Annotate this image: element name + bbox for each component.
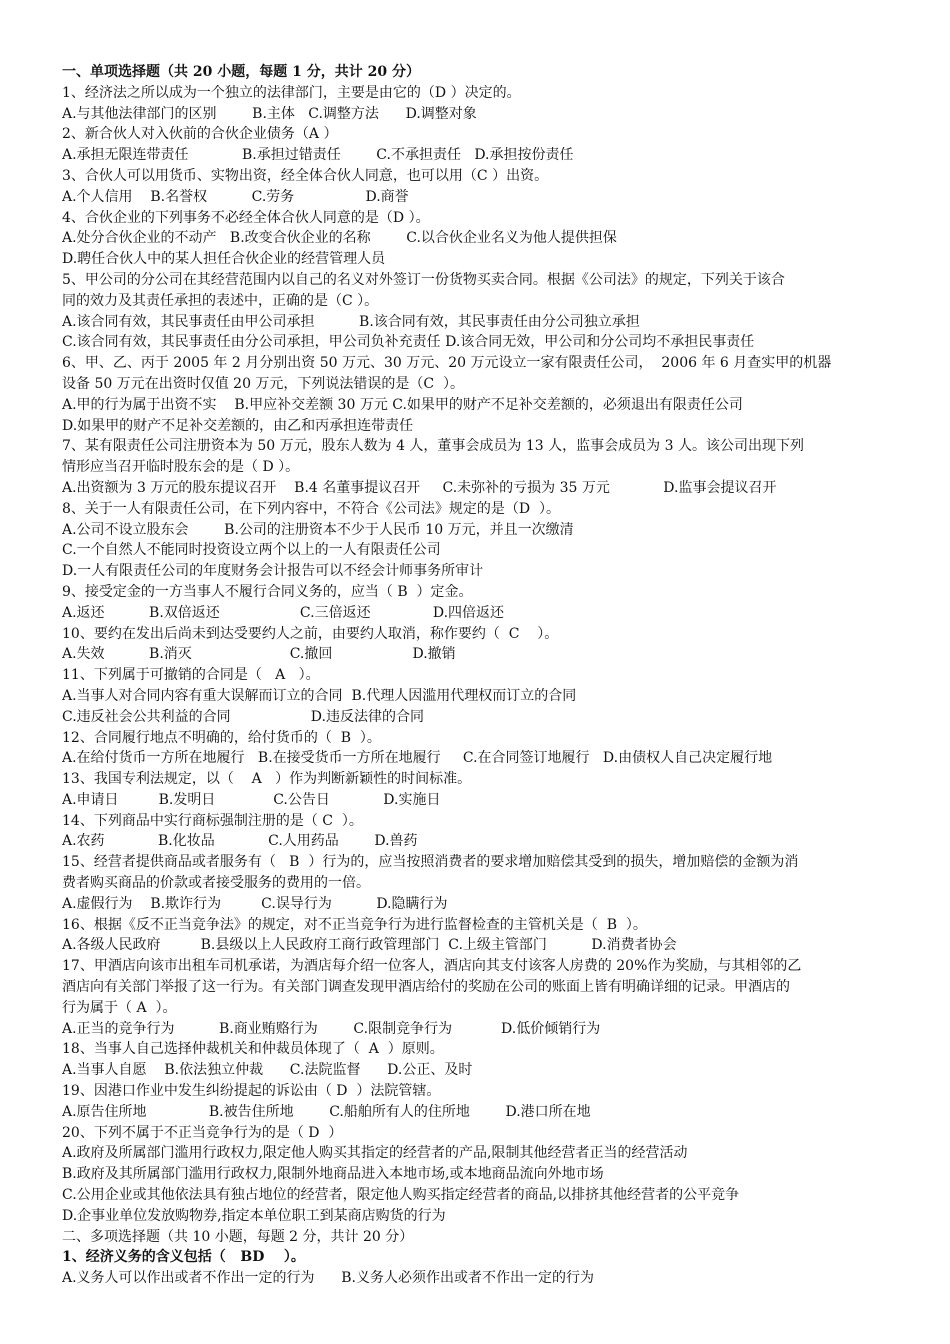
section-heading: 一、单项选择题（共 20 小题，每题 1 分，共计 20 分）	[62, 64, 420, 80]
text-line: 3、合伙人可以用货币、实物出资，经全体合伙人同意，也可以用（C ）出资。	[62, 167, 549, 184]
text-line: A.出资额为 3 万元的股东提议召开 B.4 名董事提议召开 C.未弥补的亏损为 35 万元 D.监事会提议召开	[62, 479, 777, 496]
text-line: 设备 50 万元在出资时仅值 20 万元，下列说法错误的是（C ）。	[62, 375, 465, 392]
text-line: A.义务人可以作出或者不作出一定的行为 B.义务人必须作出或者不作出一定的行为	[62, 1270, 594, 1287]
text-line: A.农药 B.化妆品 C.人用药品 D.兽药	[62, 833, 418, 850]
text-line: 费者购买商品的价款或者接受服务的费用的一倍。	[62, 875, 370, 892]
text-line: A.申请日 B.发明日 C.公告日 D.实施日	[62, 791, 441, 808]
text-line: 10、要约在发出后尚未到达受要约人之前，由要约人取消，称作要约（ C ）。	[62, 625, 559, 642]
text-line: A.返还 B.双倍返还 C.三倍返还 D.四倍返还	[62, 604, 505, 621]
text-line: A.与其他法律部门的区别 B.主体 C.调整方法 D.调整对象	[62, 105, 477, 122]
text-line: A.虚假行为 B.欺诈行为 C.误导行为 D.隐瞒行为	[62, 895, 448, 912]
text-line: 二、多项选择题（共 10 小题，每题 2 分，共计 20 分）	[62, 1228, 414, 1245]
text-line: 15、经营者提供商品或者服务有（ B ）行为的，应当按照消费者的要求增加赔偿其受到的损失，增加赔偿的金额为消	[62, 854, 799, 871]
text-line: A.原告住所地 B.被告住所地 C.船舶所有人的住所地 D.港口所在地	[62, 1103, 591, 1120]
text-line: A.该合同有效，其民事责任由甲公司承担 B.该合同有效，其民事责任由分公司独立承担	[62, 313, 640, 330]
text-line: A.失效 B.消灭 C.撤回 D.撤销	[62, 646, 456, 663]
text-line: 同的效力及其责任承担的表述中，正确的是（C ）。	[62, 292, 379, 309]
section-heading: 1、经济义务的含义包括（ BD ）。	[62, 1249, 305, 1266]
text-line: C.公用企业或其他依法具有独占地位的经营者，限定他人购买指定经营者的商品,以排挤其他经营者的公平竞争	[62, 1187, 740, 1204]
text-line: 6、甲、乙、丙于 2005 年 2 月分别出资 50 万元、30 万元、20 万元设立一家有限责任公司， 2006 年 6 月查实甲的机器	[62, 355, 832, 372]
text-line: A.政府及所属部门滥用行政权力,限定他人购买其指定的经营者的产品,限制其他经营者正当的经营活动	[62, 1145, 688, 1162]
text-line: 行为属于（ A ）。	[62, 999, 177, 1016]
text-line: C.一个自然人不能同时投资设立两个以上的一人有限责任公司	[62, 542, 441, 559]
text-line: 7、某有限责任公司注册资本为 50 万元，股东人数为 4 人，董事会成员为 13 人，监事会成员为 3 人。该公司出现下列	[62, 438, 804, 455]
text-line: 14、下列商品中实行商标强制注册的是（ C ）。	[62, 812, 363, 829]
text-line: 20、下列不属于不正当竞争行为的是（ D ）	[62, 1124, 343, 1141]
text-line: 16、根据《反不正当竞争法》的规定，对不正当竞争行为进行监督检查的主管机关是（ B ）。	[62, 916, 647, 933]
text-line: A.公司不设立股东会 B.公司的注册资本不少于人民币 10 万元，并且一次缴清	[62, 521, 574, 538]
text-line: B.政府及其所属部门滥用行政权力,限制外地商品进入本地市场,或本地商品流向外地市场	[62, 1166, 604, 1183]
text-line: D.企事业单位发放购物券,指定本单位职工到某商店购货的行为	[62, 1207, 446, 1224]
text-line: 17、甲酒店向该市出租车司机承诺，为酒店每介绍一位客人，酒店向其支付该客人房费的 20%作为奖励，与其相邻的乙	[62, 958, 802, 975]
text-line: A.处分合伙企业的不动产 B.改变合伙企业的名称 C.以合伙企业名义为他人提供担保	[62, 230, 617, 247]
text-line: C.该合同有效，其民事责任由分公司承担，甲公司负补充责任 D.该合同无效，甲公司和分公司均不承担民事责任	[62, 334, 755, 351]
text-line: 12、合同履行地点不明确的，给付货币的（ B ）。	[62, 729, 381, 746]
text-line: 11、下列属于可撤销的合同是（ A ）。	[62, 667, 320, 684]
text-line: A.当事人对合同内容有重大误解而订立的合同 B.代理人因滥用代理权而订立的合同	[62, 687, 577, 704]
text-line: 13、我国专利法规定，以（ A ）作为判断新颖性的时间标准。	[62, 771, 472, 788]
text-line: 5、甲公司的分公司在其经营范围内以自己的名义对外签订一份货物买卖合同。根据《公司法》的规定，下列关于该合	[62, 271, 785, 288]
text-line: D.如果甲的财产不足补交差额的，由乙和丙承担连带责任	[62, 417, 414, 434]
text-line: A.各级人民政府 B.县级以上人民政府工商行政管理部门 C.上级主管部门 D.消费者协会	[62, 937, 677, 954]
text-line: 18、当事人自己选择仲裁机关和仲裁员体现了（ A ）原则。	[62, 1041, 444, 1058]
text-line: 4、合伙企业的下列事务不必经全体合伙人同意的是（D ）。	[62, 209, 430, 226]
text-line: 19、因港口作业中发生纠纷提起的诉讼由（ D ）法院管辖。	[62, 1083, 441, 1100]
text-line: D.聘任合伙人中的某人担任合伙企业的经营管理人员	[62, 251, 386, 268]
text-line: 酒店向有关部门举报了这一行为。有关部门调查发现甲酒店给付的奖励在公司的账面上皆有明确详细的记录。甲酒店的	[62, 979, 790, 996]
text-line: A.甲的行为属于出资不实 B.甲应补交差额 30 万元 C.如果甲的财产不足补交差额的，必须退出有限责任公司	[62, 396, 743, 413]
text-line: A.在给付货币一方所在地履行 B.在接受货币一方所在地履行 C.在合同签订地履行 D.由债权人自己决定履行地	[62, 750, 773, 767]
text-line: 8、关于一人有限责任公司，在下列内容中，不符合《公司法》规定的是（D ）。	[62, 500, 561, 517]
text-line: A.正当的竞争行为 B.商业贿赂行为 C.限制竞争行为 D.低价倾销行为	[62, 1020, 601, 1037]
text-line: 情形应当召开临时股东会的是（ D ）。	[62, 459, 300, 476]
text-line: A.承担无限连带责任 B.承担过错责任 C.不承担责任 D.承担按份责任	[62, 147, 574, 164]
text-line: D.一人有限责任公司的年度财务会计报告可以不经会计师事务所审计	[62, 563, 484, 580]
text-line: 1、经济法之所以成为一个独立的法律部门，主要是由它的（D ）决定的。	[62, 84, 521, 101]
text-line: A.当事人自愿 B.依法独立仲裁 C.法院监督 D.公正、及时	[62, 1062, 473, 1079]
text-line: 2、新合伙人对入伙前的合伙企业债务（A ）	[62, 126, 338, 143]
text-line: 9、接受定金的一方当事人不履行合同义务的，应当（ B ）定金。	[62, 583, 473, 600]
text-line: A.个人信用 B.名誉权 C.劳务 D.商誉	[62, 188, 409, 205]
text-line: C.违反社会公共利益的合同 D.违反法律的合同	[62, 708, 424, 725]
